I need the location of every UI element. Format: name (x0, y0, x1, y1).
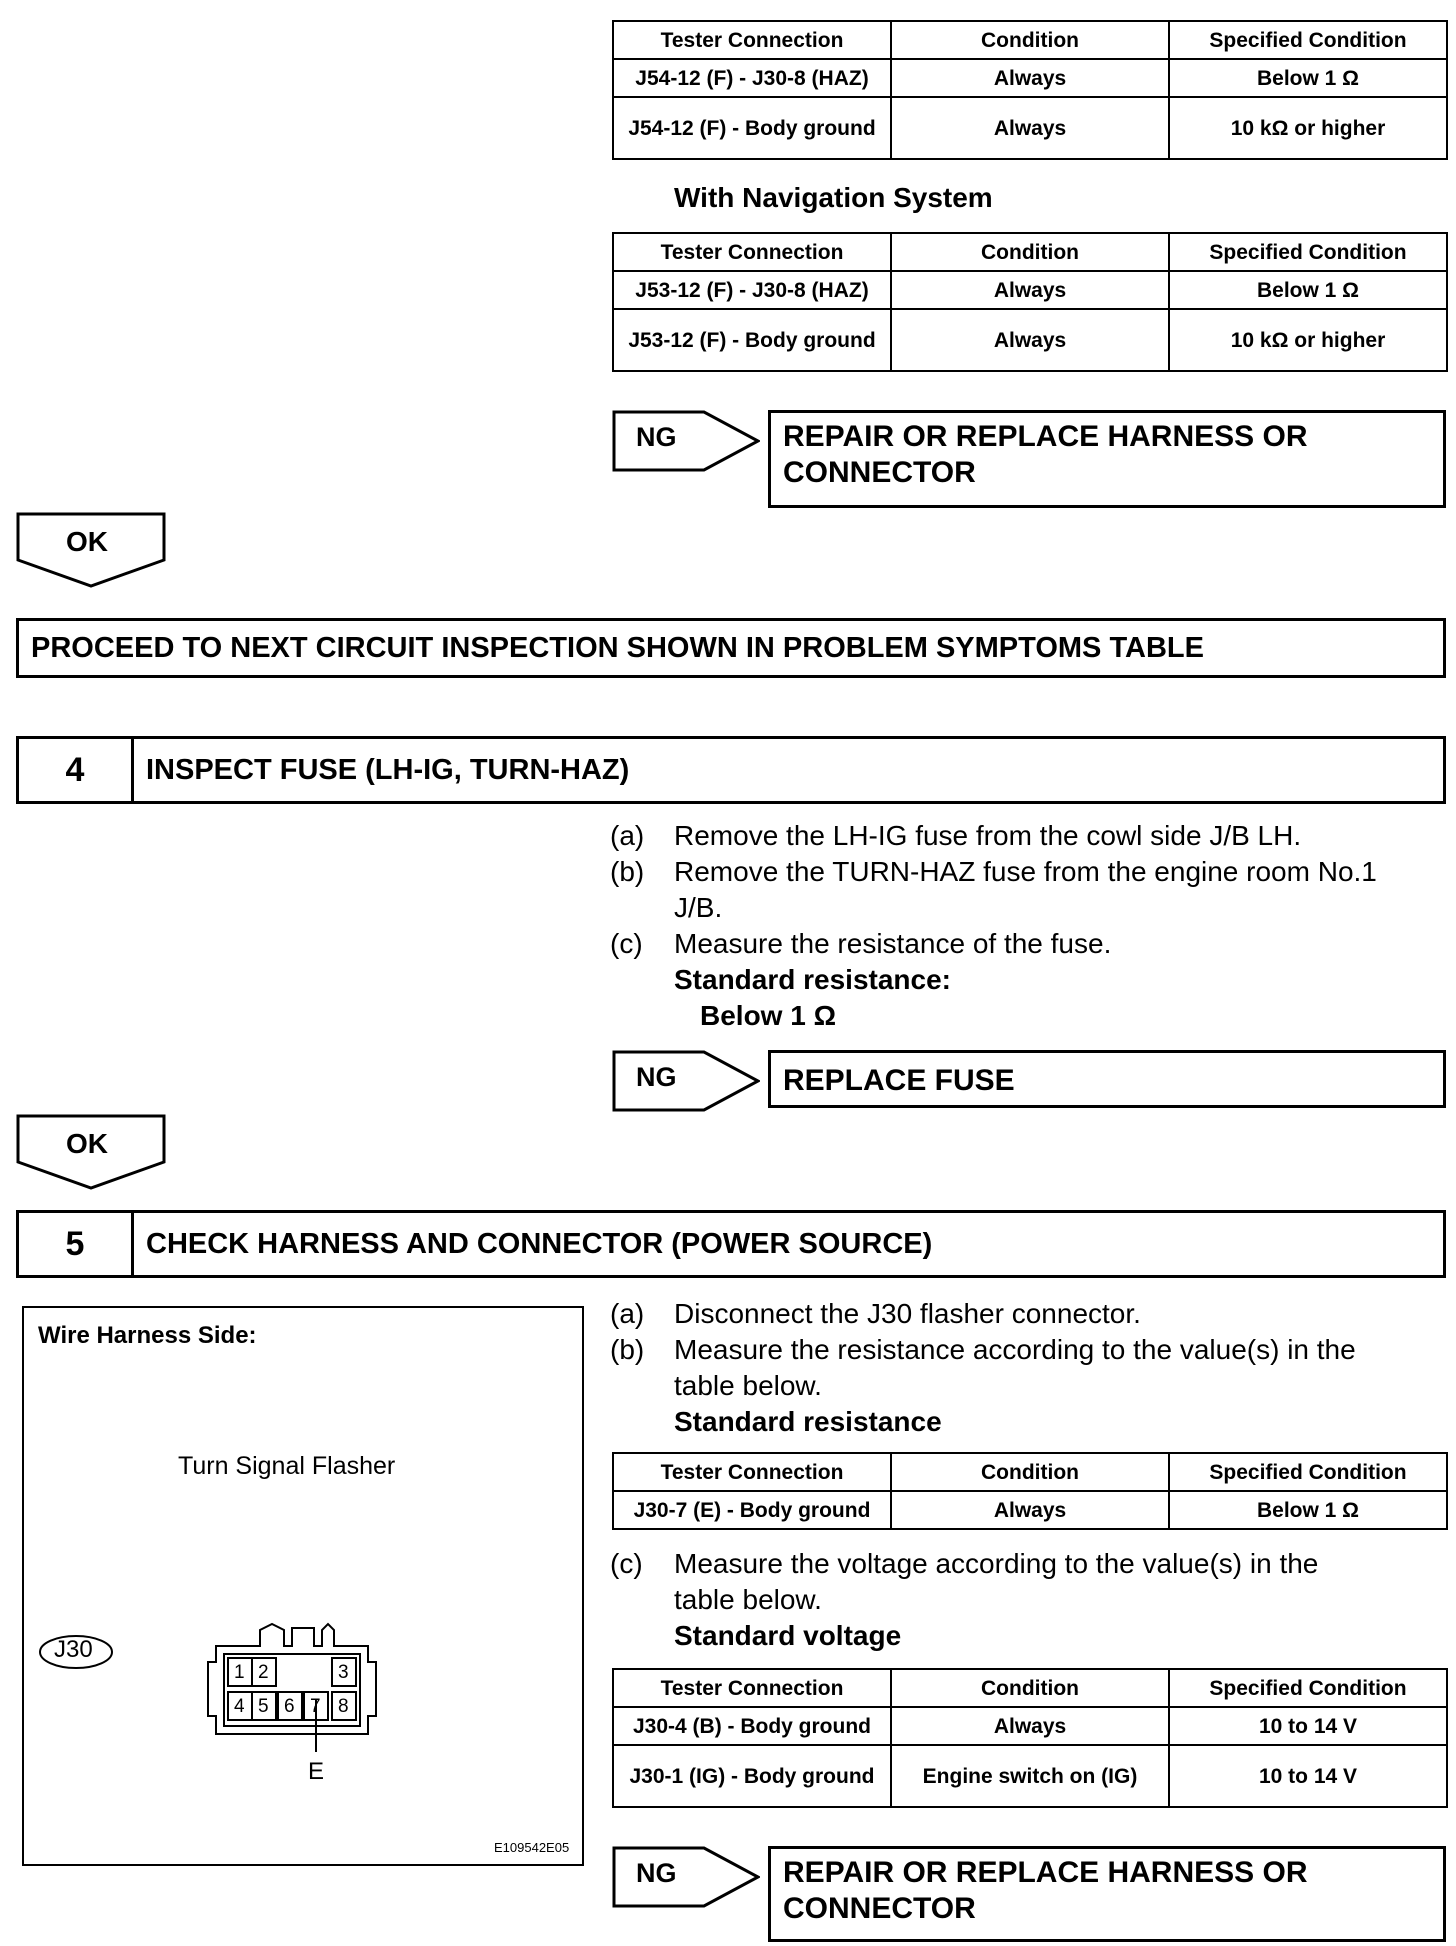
item-text: Measure the voltage according to the value(s) in the (674, 1548, 1319, 1579)
step-title: INSPECT FUSE (LH-IG, TURN-HAZ) (146, 753, 630, 786)
table-cell: J53-12 (F) - J30-8 (HAZ) (613, 271, 891, 309)
header-condition: Condition (891, 233, 1169, 271)
header-condition: Condition (891, 21, 1169, 59)
ng-arrow-icon (612, 410, 760, 472)
nav-system-heading: With Navigation System (674, 182, 993, 213)
table-cell: J30-7 (E) - Body ground (613, 1491, 891, 1529)
pin-label: 1 (234, 1662, 245, 1683)
voltage-table (612, 1668, 1448, 1808)
table-header-row (613, 1453, 1447, 1491)
table-cell: J30-1 (IG) - Body ground (613, 1745, 891, 1807)
pin-label: 6 (284, 1696, 295, 1717)
table-cell: 10 to 14 V (1169, 1707, 1447, 1745)
table-row (613, 271, 1447, 309)
item-text: Measure the resistance of the fuse. (674, 928, 1112, 959)
table-row (613, 1491, 1447, 1529)
pin-label: 5 (258, 1696, 269, 1717)
header-condition: Condition (891, 1669, 1169, 1707)
resistance-table-3 (612, 1452, 1448, 1530)
pin-label: 2 (258, 1662, 269, 1683)
resistance-table-1 (612, 20, 1448, 160)
instruction-c (610, 926, 1446, 962)
item-letter: (a) (610, 1298, 645, 1329)
item-text-cont: table below. (674, 1584, 822, 1615)
table-cell: Below 1 Ω (1169, 271, 1447, 309)
table-cell: Always (891, 59, 1169, 97)
connector-body-icon (202, 1622, 382, 1766)
table-cell: J54-12 (F) - Body ground (613, 97, 891, 159)
figure-code: E109542E05 (494, 1840, 570, 1855)
table-row (613, 1707, 1447, 1745)
standard-resistance-label: Standard resistance: (674, 964, 951, 995)
item-text-cont: J/B. (674, 892, 723, 923)
header-tester-connection: Tester Connection (613, 21, 891, 59)
item-text-cont: table below. (674, 1370, 822, 1401)
repair-harness-result: REPAIR OR REPLACE HARNESS OR CONNECTOR (768, 1846, 1446, 1942)
table-cell: J54-12 (F) - J30-8 (HAZ) (613, 59, 891, 97)
header-condition: Condition (891, 1453, 1169, 1491)
table-cell: 10 kΩ or higher (1169, 97, 1447, 159)
item-letter: (c) (610, 1548, 643, 1579)
step-number: 5 (19, 1213, 134, 1275)
pin-label: 8 (338, 1696, 349, 1717)
table-cell: J30-4 (B) - Body ground (613, 1707, 891, 1745)
item-text: Measure the resistance according to the value(s) in the (674, 1334, 1356, 1365)
header-tester-connection: Tester Connection (613, 1453, 891, 1491)
table-cell: Always (891, 309, 1169, 371)
instruction-b (610, 1332, 1446, 1404)
table-cell: Always (891, 271, 1169, 309)
instruction-a (610, 1296, 1446, 1332)
standard-resistance-value: Below 1 Ω (700, 1000, 837, 1031)
header-tester-connection: Tester Connection (613, 233, 891, 271)
pin-callout-label: E (308, 1758, 325, 1785)
step-title: CHECK HARNESS AND CONNECTOR (POWER SOURCE) (146, 1227, 933, 1260)
ng-arrow-icon (612, 1050, 760, 1112)
table-cell: Below 1 Ω (1169, 59, 1447, 97)
item-letter: (c) (610, 928, 643, 959)
ng-label: NG (636, 422, 677, 452)
item-letter: (b) (610, 1334, 645, 1365)
ok-label: OK (66, 1128, 108, 1159)
table-cell: Always (891, 97, 1169, 159)
ng-label: NG (636, 1858, 677, 1888)
resistance-table-2 (612, 232, 1448, 372)
instruction-b (610, 854, 1446, 926)
table-cell: 10 to 14 V (1169, 1745, 1447, 1807)
ok-label: OK (66, 526, 108, 557)
item-text: Disconnect the J30 flasher connector. (674, 1298, 1141, 1329)
step-4-header (16, 736, 1446, 804)
repair-harness-result: REPAIR OR REPLACE HARNESS OR CONNECTOR (768, 410, 1446, 508)
instruction-a (610, 818, 1446, 854)
header-specified-condition: Specified Condition (1169, 1669, 1447, 1707)
table-header-row (613, 21, 1447, 59)
item-letter: (b) (610, 856, 645, 887)
item-text: Remove the LH-IG fuse from the cowl side J/B LH. (674, 820, 1302, 851)
header-specified-condition: Specified Condition (1169, 1453, 1447, 1491)
header-tester-connection: Tester Connection (613, 1669, 891, 1707)
table-cell: Always (891, 1491, 1169, 1529)
item-letter: (a) (610, 820, 645, 851)
header-specified-condition: Specified Condition (1169, 233, 1447, 271)
figure-side-label: Wire Harness Side: (38, 1322, 257, 1349)
table-cell: J53-12 (F) - Body ground (613, 309, 891, 371)
step-number: 4 (19, 739, 134, 801)
table-row (613, 97, 1447, 159)
table-header-row (613, 233, 1447, 271)
pin-label: 4 (234, 1696, 245, 1717)
instruction-c (610, 1546, 1446, 1618)
connector-figure (22, 1306, 584, 1866)
table-row (613, 59, 1447, 97)
connector-id-label: J30 (54, 1636, 93, 1663)
step-5-header (16, 1210, 1446, 1278)
pin-label: 7 (310, 1696, 321, 1717)
proceed-next-inspection: PROCEED TO NEXT CIRCUIT INSPECTION SHOWN IN PROBLEM SYMPTOMS TABLE (16, 618, 1446, 678)
table-header-row (613, 1669, 1447, 1707)
header-specified-condition: Specified Condition (1169, 21, 1447, 59)
table-cell: Always (891, 1707, 1169, 1745)
table-cell: Engine switch on (IG) (891, 1745, 1169, 1807)
standard-voltage-label: Standard voltage (674, 1620, 902, 1651)
table-row (613, 1745, 1447, 1807)
table-cell: Below 1 Ω (1169, 1491, 1447, 1529)
standard-resistance-label: Standard resistance (674, 1406, 942, 1437)
pin-label: 3 (338, 1662, 349, 1683)
table-row (613, 309, 1447, 371)
item-text: Remove the TURN-HAZ fuse from the engine room No.1 (674, 856, 1377, 887)
replace-fuse-result: REPLACE FUSE (768, 1050, 1446, 1108)
table-cell: 10 kΩ or higher (1169, 309, 1447, 371)
ng-arrow-icon (612, 1846, 760, 1908)
figure-component-label: Turn Signal Flasher (178, 1452, 396, 1480)
ng-label: NG (636, 1062, 677, 1092)
